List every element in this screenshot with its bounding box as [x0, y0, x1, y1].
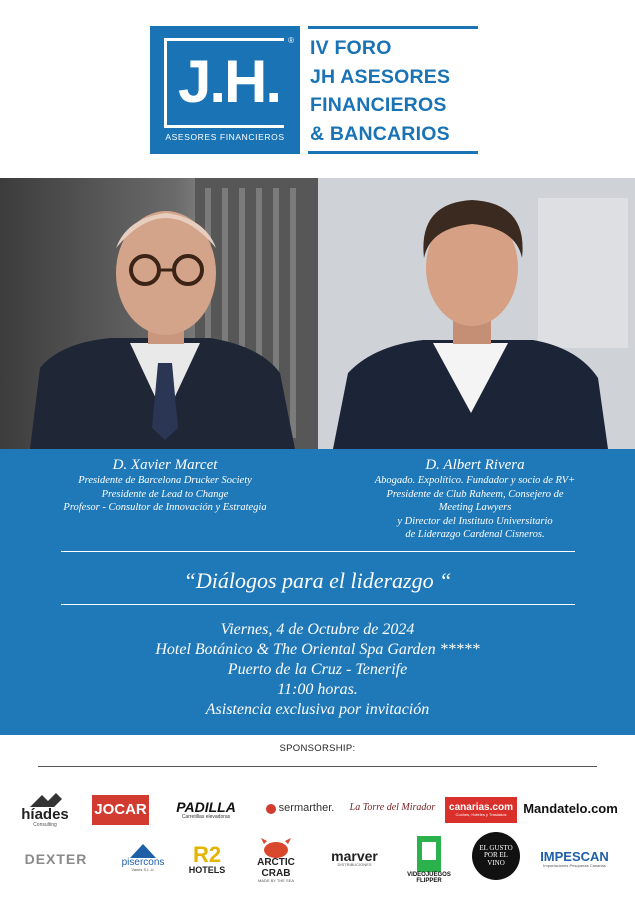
- divider-top: [61, 551, 575, 552]
- sponsor-gusto-vino-logo: EL GUSTO POR EL VINO: [472, 832, 520, 880]
- sponsor-r2-hotels-logo: R2 HOTELS: [188, 841, 226, 875]
- sponsor-padilla-logo: PADILLA Carretillas elevadoras: [176, 799, 236, 820]
- sermarther-icon: [266, 804, 276, 814]
- title-rule-top: [308, 26, 478, 29]
- sponsor-pisercons-logo: pisercons Vanes S.L.U.: [108, 840, 178, 876]
- event-info-band: [0, 449, 635, 735]
- event-location: Puerto de la Cruz - Tenerife: [227, 661, 408, 678]
- speaker-role: Presidente de Barcelona Drucker Society: [78, 475, 252, 486]
- sponsor-flipper-logo: VIDEOJUEGOS FLIPPER: [405, 832, 453, 888]
- event-venue: Hotel Botánico & The Oriental Spa Garden *****: [155, 641, 480, 658]
- event-access: Asistencia exclusiva por invitación: [205, 701, 430, 718]
- registered-mark: ®: [288, 36, 294, 45]
- sponsor-mandatelo-logo: Mandatelo.com: [523, 801, 618, 817]
- speaker-role: Meeting Lawyers: [438, 502, 512, 513]
- title-line: JH ASESORES: [310, 65, 451, 88]
- speaker-rivera: [330, 456, 620, 542]
- speaker-role: Abogado. Expolítico. Fundador y socio de RV+: [374, 475, 576, 486]
- sponsor-canarias-logo: canarias.com Coches, Hoteles y Traslados: [445, 797, 517, 823]
- sponsor-impescan-logo: IMPESCAN Importaciones Pesqueras Canarias: [540, 849, 609, 868]
- pisercons-icon: [130, 844, 156, 858]
- speaker-marcet: [20, 456, 310, 515]
- header: [0, 0, 635, 178]
- sponsor-hiades-logo: híades Consulting: [15, 788, 75, 833]
- speaker-role: y Director del Instituto Universitario: [397, 515, 553, 527]
- divider-bottom: [61, 604, 575, 605]
- speaker-role: Presidente de Lead to Change: [101, 488, 229, 500]
- sponsor-jocar-logo: JOCAR: [92, 795, 149, 825]
- sponsor-marver-logo: marver DISTRIBUCIONES: [331, 847, 378, 868]
- sponsor-sermarther-logo: sermarther.: [260, 797, 340, 821]
- hiades-icon: [28, 793, 62, 807]
- flipper-icon: [414, 836, 444, 872]
- sponsor-torre-mirador-logo: La Torre del Mirador: [349, 801, 436, 813]
- speaker-role: Profesor - Consultor de Innovación y Estrategia: [63, 502, 267, 513]
- title-line: FINANCIEROS: [310, 94, 447, 116]
- event-title: [310, 34, 450, 148]
- sponsor-arctic-crab-logo: ARCTIC CRAB MADE BY THE SEA: [248, 830, 304, 890]
- event-quote: “Diálogos para el liderazgo “: [183, 568, 452, 593]
- sponsorship-rule: [38, 766, 597, 767]
- logo-letters: J.H.: [178, 48, 281, 115]
- speaker-photo-marcet: [0, 178, 318, 449]
- sponsor-dexter-logo: DEXTER: [24, 850, 88, 867]
- event-date: Viernes, 4 de Octubre de 2024: [220, 621, 415, 638]
- speaker-name: D. Albert Rivera: [425, 457, 525, 473]
- logo-subtitle: ASESORES FINANCIEROS: [165, 132, 285, 142]
- speaker-photo-rivera: [318, 178, 635, 449]
- title-rule-bottom: [308, 151, 478, 154]
- speaker-role: de Liderazgo Cardenal Cisneros.: [405, 529, 545, 540]
- event-details: [0, 620, 635, 720]
- sponsorship-title: SPONSORSHIP:: [279, 743, 356, 754]
- speaker-photos: [0, 178, 635, 449]
- event-time: 11:00 horas.: [277, 681, 358, 698]
- crab-icon: [261, 836, 291, 858]
- r2-mark: R2: [192, 841, 222, 867]
- title-line: & BANCARIOS: [310, 122, 450, 145]
- speaker-name: D. Xavier Marcet: [112, 457, 218, 473]
- speaker-role: Presidente de Club Raheem, Consejero de: [386, 488, 564, 500]
- title-line: IV FORO: [310, 37, 392, 59]
- jh-logo: [150, 26, 300, 154]
